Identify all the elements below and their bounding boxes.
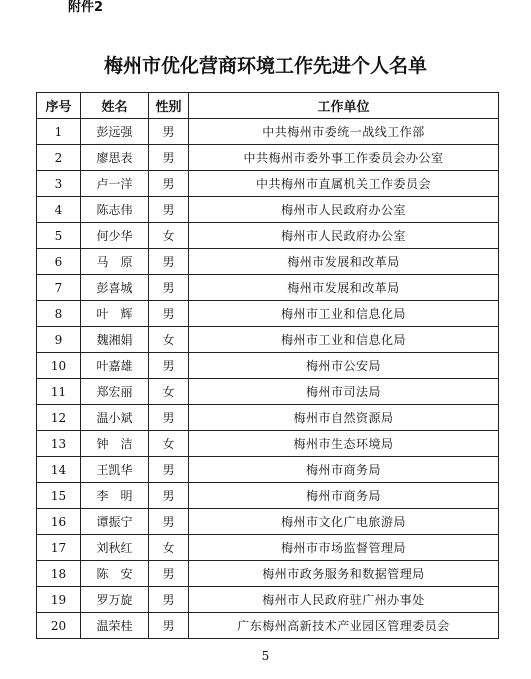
table-body	[37, 119, 499, 639]
table-row	[37, 327, 499, 353]
table-header-row	[37, 93, 499, 119]
attachment-label: 附件2	[68, 0, 104, 15]
table-row	[37, 275, 499, 301]
cell-work-unit: 梅州市政务服务和数据管理局	[189, 561, 499, 587]
cell-index: 17	[37, 535, 81, 561]
header-gender: 性别	[149, 93, 189, 119]
cell-work-unit: 梅州市自然资源局	[189, 405, 499, 431]
cell-gender: 男	[149, 613, 189, 639]
table-row	[37, 197, 499, 223]
cell-work-unit: 梅州市人民政府办公室	[189, 223, 499, 249]
cell-work-unit: 梅州市发展和改革局	[189, 275, 499, 301]
cell-work-unit: 梅州市生态环境局	[189, 431, 499, 457]
cell-work-unit: 梅州市商务局	[189, 483, 499, 509]
cell-index: 1	[37, 119, 81, 145]
table-row	[37, 379, 499, 405]
cell-work-unit: 梅州市市场监督管理局	[189, 535, 499, 561]
table-row	[37, 483, 499, 509]
cell-gender: 男	[149, 483, 189, 509]
table-row	[37, 353, 499, 379]
cell-name: 彭远强	[81, 119, 149, 145]
cell-index: 10	[37, 353, 81, 379]
table-row	[37, 119, 499, 145]
header-index: 序号	[37, 93, 81, 119]
cell-index: 7	[37, 275, 81, 301]
cell-index: 11	[37, 379, 81, 405]
cell-gender: 男	[149, 353, 189, 379]
cell-work-unit: 梅州市文化广电旅游局	[189, 509, 499, 535]
cell-name: 叶 辉	[81, 301, 149, 327]
table-row	[37, 171, 499, 197]
award-roster-table	[36, 92, 499, 639]
cell-index: 15	[37, 483, 81, 509]
table-row	[37, 431, 499, 457]
cell-index: 5	[37, 223, 81, 249]
cell-work-unit: 梅州市发展和改革局	[189, 249, 499, 275]
cell-gender: 女	[149, 223, 189, 249]
cell-index: 13	[37, 431, 81, 457]
cell-index: 12	[37, 405, 81, 431]
cell-name: 陈 安	[81, 561, 149, 587]
cell-index: 14	[37, 457, 81, 483]
cell-name: 彭喜城	[81, 275, 149, 301]
cell-gender: 男	[149, 197, 189, 223]
cell-index: 8	[37, 301, 81, 327]
table-row	[37, 457, 499, 483]
table-row	[37, 613, 499, 639]
cell-work-unit: 梅州市人民政府驻广州办事处	[189, 587, 499, 613]
cell-gender: 男	[149, 587, 189, 613]
cell-name: 温小斌	[81, 405, 149, 431]
cell-gender: 男	[149, 509, 189, 535]
cell-name: 钟 洁	[81, 431, 149, 457]
cell-index: 2	[37, 145, 81, 171]
cell-gender: 男	[149, 275, 189, 301]
table-row	[37, 249, 499, 275]
cell-name: 王凯华	[81, 457, 149, 483]
cell-name: 郑宏丽	[81, 379, 149, 405]
cell-name: 谭振宁	[81, 509, 149, 535]
cell-index: 20	[37, 613, 81, 639]
cell-gender: 男	[149, 301, 189, 327]
table-row	[37, 535, 499, 561]
cell-name: 刘秋红	[81, 535, 149, 561]
cell-gender: 男	[149, 119, 189, 145]
cell-work-unit: 广东梅州高新技术产业园区管理委员会	[189, 613, 499, 639]
cell-gender: 男	[149, 145, 189, 171]
cell-name: 魏湘娟	[81, 327, 149, 353]
cell-gender: 女	[149, 327, 189, 353]
cell-index: 18	[37, 561, 81, 587]
cell-gender: 男	[149, 457, 189, 483]
cell-work-unit: 梅州市人民政府办公室	[189, 197, 499, 223]
table-row	[37, 301, 499, 327]
table-row	[37, 561, 499, 587]
cell-gender: 女	[149, 431, 189, 457]
cell-name: 温荣桂	[81, 613, 149, 639]
cell-gender: 女	[149, 535, 189, 561]
header-name: 姓名	[81, 93, 149, 119]
document-title: 梅州市优化营商环境工作先进个人名单	[103, 55, 427, 77]
cell-work-unit: 梅州市工业和信息化局	[189, 327, 499, 353]
cell-index: 6	[37, 249, 81, 275]
cell-work-unit: 梅州市商务局	[189, 457, 499, 483]
cell-name: 廖思表	[81, 145, 149, 171]
cell-index: 4	[37, 197, 81, 223]
cell-work-unit: 梅州市工业和信息化局	[189, 301, 499, 327]
cell-gender: 男	[149, 249, 189, 275]
table-row	[37, 509, 499, 535]
cell-work-unit: 梅州市公安局	[189, 353, 499, 379]
cell-name: 卢一洋	[81, 171, 149, 197]
table-row	[37, 405, 499, 431]
page-number: 5	[261, 649, 270, 663]
table-row	[37, 145, 499, 171]
cell-name: 陈志伟	[81, 197, 149, 223]
cell-index: 3	[37, 171, 81, 197]
cell-index: 9	[37, 327, 81, 353]
cell-index: 19	[37, 587, 81, 613]
header-work-unit: 工作单位	[189, 93, 499, 119]
cell-gender: 男	[149, 405, 189, 431]
cell-name: 李 明	[81, 483, 149, 509]
cell-name: 马 原	[81, 249, 149, 275]
cell-name: 罗万旋	[81, 587, 149, 613]
cell-work-unit: 中共梅州市委外事工作委员会办公室	[189, 145, 499, 171]
cell-work-unit: 中共梅州市直属机关工作委员会	[189, 171, 499, 197]
cell-gender: 男	[149, 171, 189, 197]
cell-gender: 男	[149, 561, 189, 587]
cell-index: 16	[37, 509, 81, 535]
cell-name: 叶嘉雄	[81, 353, 149, 379]
table-row	[37, 223, 499, 249]
cell-name: 何少华	[81, 223, 149, 249]
cell-gender: 女	[149, 379, 189, 405]
cell-work-unit: 中共梅州市委统一战线工作部	[189, 119, 499, 145]
table-row	[37, 587, 499, 613]
cell-work-unit: 梅州市司法局	[189, 379, 499, 405]
